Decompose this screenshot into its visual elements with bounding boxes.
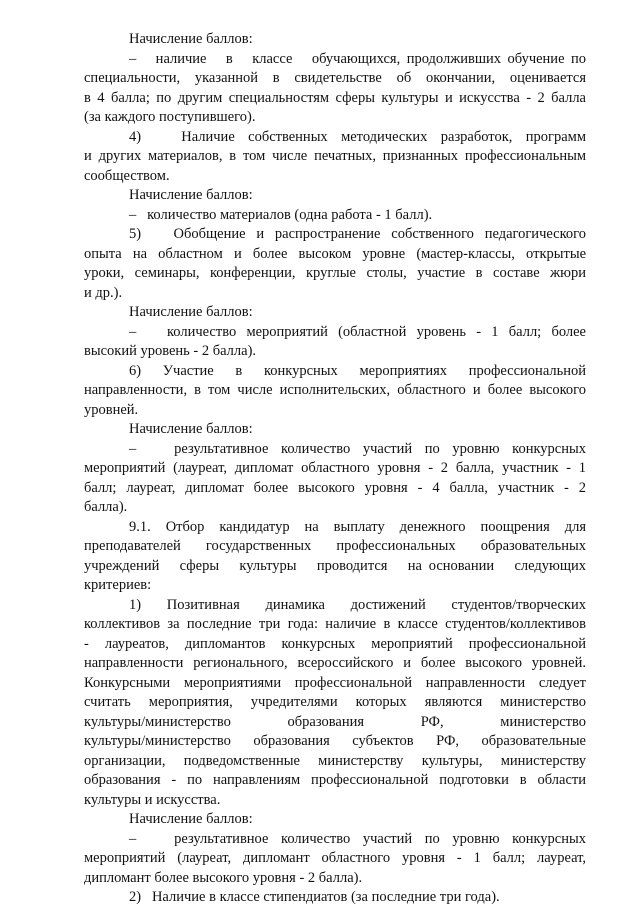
text-line: – наличие в классе обучающихся, продолживших обучение по (129, 51, 586, 67)
text-line: 4) Наличие собственных методических разработок, программ (129, 129, 586, 145)
text-line: направленности, в том числе исполнительских, областного и более высокого (84, 382, 586, 398)
text-line: направленности регионального, всероссийского и более высокого уровней. (84, 655, 586, 671)
text-line: культуры/министерство образования субъектов РФ, образовательные (84, 733, 586, 749)
text-line: 2) Наличие в классе стипендиатов (за последние три года). (129, 889, 500, 905)
text-line: образования - по направлениям профессиональной подготовки в области (84, 772, 586, 788)
text-line: критериев: (84, 577, 152, 593)
text-line: – количество мероприятий (областной уровень - 1 балл; более (129, 324, 586, 340)
text-line: и других материалов, в том числе печатных, признанных профессиональным (84, 148, 586, 164)
text-line: Начисление баллов: (129, 421, 253, 437)
text-line: считать мероприятия, учредителями которых являются министерство (84, 694, 586, 710)
text-line: 5) Обобщение и распространение собственного педагогического (129, 226, 586, 242)
text-line: 9.1. Отбор кандидатур на выплату денежного поощрения для (129, 519, 586, 535)
text-line: организации, подведомственные министерству культуры, министерству (84, 753, 586, 769)
text-line: и др.). (84, 285, 123, 301)
text-line: сообществом. (84, 168, 170, 184)
text-line: учреждений сферы культуры проводится на основании следующих (84, 558, 586, 574)
text-line: балла). (84, 499, 128, 515)
text-line: высокий уровень - 2 балла). (84, 343, 257, 359)
text-line: культуры/министерство образования РФ, министерство (84, 714, 586, 730)
text-line: мероприятий (лауреат, дипломат областного уровня - 2 балла, участник - 1 (84, 460, 586, 476)
text-line: Начисление баллов: (129, 31, 253, 47)
text-line: балл; лауреат, дипломат более высокого уровня - 4 балла, участник - 2 (84, 480, 586, 496)
text-line: в 4 балла; по другим специальностям сферы культуры и искусства - 2 балла (84, 90, 586, 106)
text-line: (за каждого поступившего). (84, 109, 256, 125)
text-line: Начисление баллов: (129, 187, 253, 203)
text-line: Начисление баллов: (129, 304, 253, 320)
text-line: мероприятий (лауреат, дипломант областного уровня - 1 балл; лауреат, (84, 850, 586, 866)
text-line: – результативное количество участий по уровню конкурсных (129, 441, 586, 457)
text-line: Начисление баллов: (129, 811, 253, 827)
text-line: уровней. (84, 402, 139, 418)
text-line: преподавателей государственных профессиональных образовательных (84, 538, 586, 554)
text-line: уроки, семинары, конференции, круглые столы, участие в составе жюри (84, 265, 586, 281)
text-line: коллективов за последние три года: наличие в классе студентов/коллективов (84, 616, 586, 632)
text-line: 6) Участие в конкурсных мероприятиях профессиональной (129, 363, 586, 379)
text-line: – результативное количество участий по уровню конкурсных (129, 831, 586, 847)
text-line: культуры и искусства. (84, 792, 221, 808)
text-line: - лауреатов, дипломантов конкурсных мероприятий профессиональной (84, 636, 586, 652)
text-line: дипломант более высокого уровня - 2 балла). (84, 870, 363, 886)
text-line: Конкурсными мероприятиями профессиональной направленности следует (84, 675, 586, 691)
text-line: 1) Позитивная динамика достижений студентов/творческих (129, 597, 586, 613)
text-line: специальности, указанной в свидетельстве об окончании, оценивается (84, 70, 586, 86)
text-line: – количество материалов (одна работа - 1 балл). (129, 207, 433, 223)
text-line: опыта на областном и более высоком уровне (мастер-классы, открытые (84, 246, 586, 262)
